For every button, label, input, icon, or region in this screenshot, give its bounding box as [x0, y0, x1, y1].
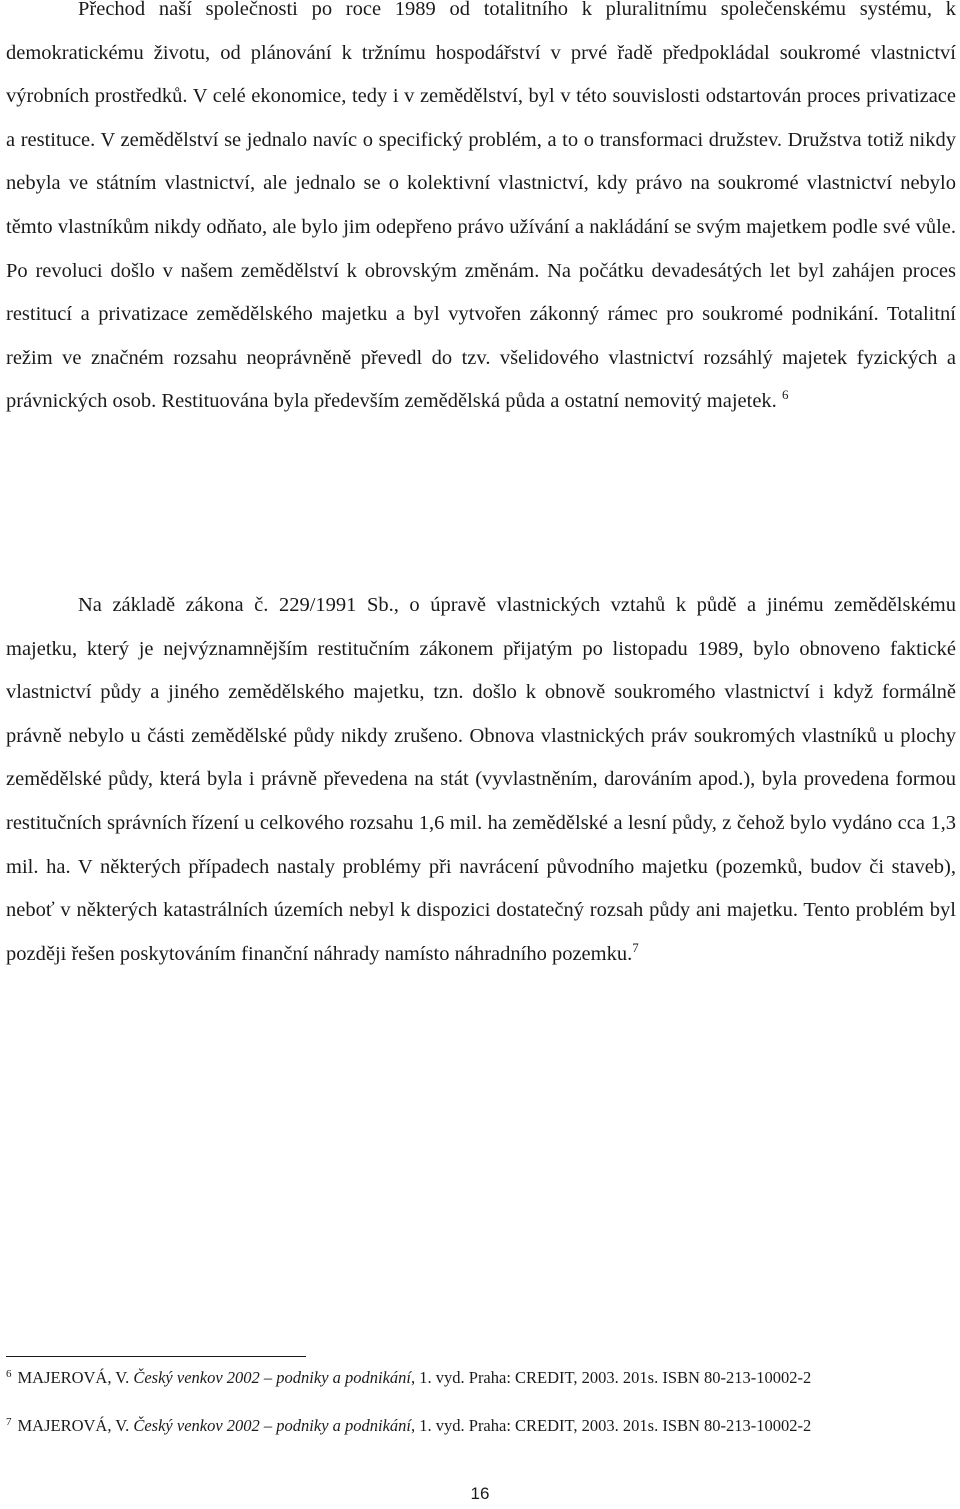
body-paragraph-2: [6, 584, 956, 976]
footnote-reference[interactable]: 7: [632, 939, 639, 955]
page-number: 16: [470, 1484, 490, 1503]
footnote-number: 7: [6, 1415, 12, 1428]
footnote-7: [6, 1415, 956, 1437]
footnote-title: Český venkov 2002 – podniky a podnikání: [133, 1416, 412, 1435]
footnote-title: Český venkov 2002 – podniky a podnikání: [133, 1368, 412, 1387]
paragraph-text: Přechod naší společnosti po roce 1989 od totalitního k pluralitnímu společenskému systému, k demokratickému životu, od plánování k tržnímu hospodářství v prvé řadě předpokládal soukromé vlastnictví výrobních prostředků. V celé ekonomice, tedy i v zemědělství, byl v této souvislosti odstartován proces privatizace a restituce. V zemědělství se jednalo navíc o specifický problém, a to o transformaci družstev. Družstva totiž nikdy nebyla ve státním vlastnictví, ale jednalo se o kolektivní vlastnictví, kdy právo na soukromé vlastnictví nebylo těmto vlastníkům nikdy odňato, ale bylo jim odepřeno právo užívání a nakládání se svým majetkem podle své vůle. Po revoluci došlo v našem zemědělství k obrovským změnám. Na počátku devadesátých let byl zahájen proces restitucí a privatizace zemědělského majetku a byl vytvořen zákonný rámec pro soukromé podnikání. Totalitní režim ve značném rozsahu neoprávněně převedl do tzv. všelidového vlastnictví rozsáhlý majetek fyzických a právnických osob. Restituována byla především zemědělská půda a ostatní nemovitý majetek.: [6, 0, 956, 413]
footnote-number: 6: [6, 1367, 12, 1380]
footnote-separator: [6, 1356, 306, 1357]
paragraph-text: Na základě zákona č. 229/1991 Sb., o úpravě vlastnických vztahů k půdě a jinému zemědělskému majetku, který je nejvýznamnějším restitučním zákonem přijatým po listopadu 1989, bylo obnoveno faktické vlastnictví půdy a jiného zemědělského majetku, tzn. došlo k obnově soukromého vlastnictví i když formálně právně nebylo u části zemědělské půdy nikdy zrušeno. Obnova vlastnických práv soukromých vlastníků u plochy zemědělské půdy, která byla i právně převedena na stát (vyvlastněním, darováním apod.), byla provedena formou restitučních správních řízení u celkového rozsahu 1,6 mil. ha zemědělské a lesní půdy, z čehož bylo vydáno cca 1,3 mil. ha. V některých případech nastaly problémy při navrácení původního majetku (pozemků, budov či staveb), neboť v některých katastrálních územích nebyl k dispozici dostatečný rozsah půdy ani majetku. Tento problém byl později řešen poskytováním finanční náhrady namísto náhradního pozemku.: [6, 594, 956, 965]
footnote-author: MAJEROVÁ, V.: [17, 1368, 130, 1387]
footnote-details: , 1. vyd. Praha: CREDIT, 2003. 201s. ISBN 80-213-10002-2: [411, 1368, 812, 1387]
footnote-details: , 1. vyd. Praha: CREDIT, 2003. 201s. ISBN 80-213-10002-2: [411, 1416, 812, 1435]
footnote-6: [6, 1367, 956, 1389]
footnote-author: MAJEROVÁ, V.: [17, 1416, 130, 1435]
body-paragraph-1: [6, 0, 956, 424]
footnote-reference[interactable]: 6: [781, 387, 789, 403]
